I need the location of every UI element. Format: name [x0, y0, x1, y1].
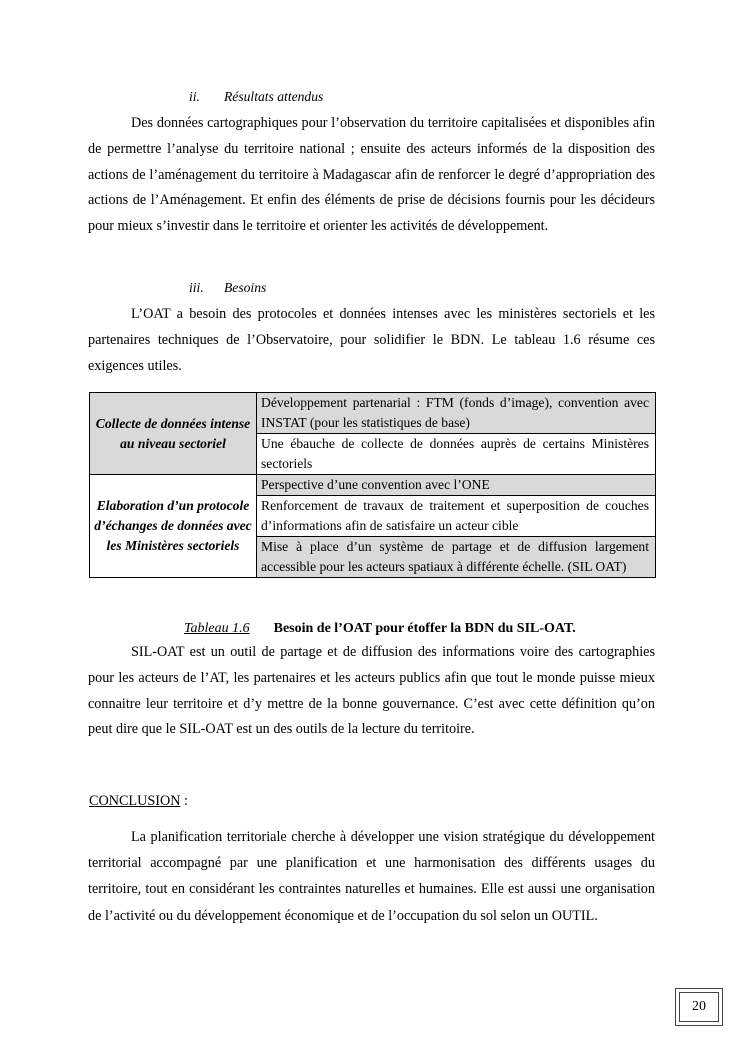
- section-number: iii.: [189, 280, 204, 295]
- conclusion-colon: :: [180, 793, 188, 809]
- table-row: [90, 475, 656, 496]
- section-heading-needs: [189, 280, 266, 296]
- caption-text: Besoin de l’OAT pour étoffer la BDN du SIL-OAT.: [273, 621, 576, 636]
- section-heading-results: [189, 89, 323, 105]
- conclusion-heading: [89, 793, 188, 810]
- table-item-cell: Une ébauche de collecte de données auprès de certains Ministères sectoriels: [257, 434, 656, 475]
- page-number-box: [675, 988, 723, 1026]
- section-title: Résultats attendus: [224, 89, 324, 104]
- caption-label: Tableau 1.6: [184, 621, 250, 636]
- section-number: ii.: [189, 89, 200, 104]
- table-item-cell: Perspective d’une convention avec l’ONE: [257, 475, 656, 496]
- section-title: Besoins: [224, 280, 267, 295]
- table-row: [90, 393, 656, 434]
- table-caption: [184, 621, 576, 637]
- paragraph-siloat: SIL-OAT est un outil de partage et de diffusion des informations voire des cartographies pour les acteurs de l’AT, les partenaires et les acteurs publics afin que tout le monde puisse mieux connaitre leur territoire et d’y mettre de la bonne gouvernance. C’est avec cette définition qu’on peut dire que le SIL-OAT est un des outils de la lecture du territoire.: [88, 644, 655, 738]
- conclusion-title: CONCLUSION: [89, 793, 181, 809]
- table-item-cell: Mise à place d’un système de partage et de diffusion largement accessible pour les acteurs spatiaux à différente échelle. (SIL OAT): [257, 537, 656, 578]
- table-category-cell: Collecte de données intense au niveau sectoriel: [90, 393, 257, 475]
- paragraph-needs: L’OAT a besoin des protocoles et données intenses avec les ministères sectoriels et les partenaires techniques de l’Observatoire, pour solidifier le BDN. Le tableau 1.6 résume ces exigences utiles.: [88, 306, 655, 374]
- page-number: 20: [679, 992, 719, 1022]
- paragraph-conclusion: La planification territoriale cherche à développer une vision stratégique du développement territorial accompagné par une planification et une harmonisation des différents usages du territoire, tout en considérant les contraintes naturelles et humaines. Elle est aussi une organisation de l’activité ou du développement économique et de l’occupation du sol selon un OUTIL.: [88, 829, 655, 924]
- table-item-cell: Renforcement de travaux de traitement et superposition de couches d’informations afin de satisfaire un acteur cible: [257, 496, 656, 537]
- table-item-cell: Développement partenarial : FTM (fonds d’image), convention avec INSTAT (pour les statistiques de base): [257, 393, 656, 434]
- requirements-table: [89, 392, 656, 578]
- paragraph-results: Des données cartographiques pour l’observation du territoire capitalisées et disponibles afin de permettre l’analyse du territoire national ; ensuite des acteurs informés de la disposition des actions de l’aménagement du territoire à Madagascar afin de renforcer le degré d’appropriation des actions de l’Aménagement. Et enfin des éléments de prise de décisions fournis pour les décideurs pour mieux s’investir dans le territoire et orienter les activités de développement.: [88, 115, 655, 235]
- table-category-cell: Elaboration d’un protocole d’échanges de données avec les Ministères sectoriels: [90, 475, 257, 578]
